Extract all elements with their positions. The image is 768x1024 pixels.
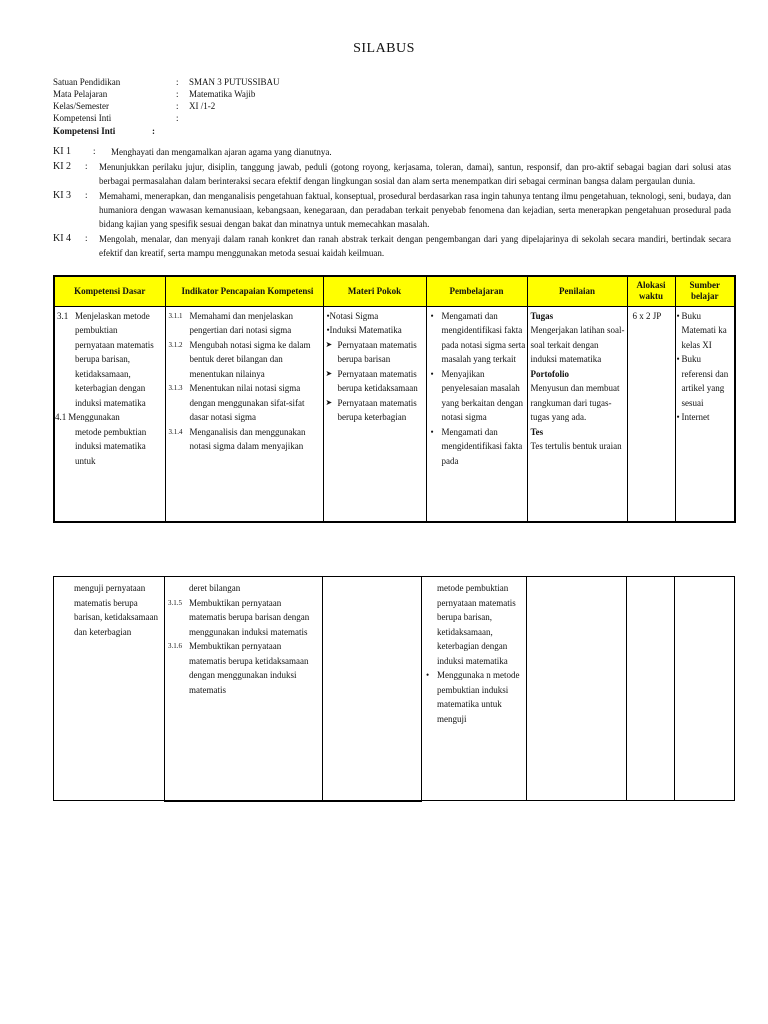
indicator-text: deret bilangan [189,583,241,593]
indicator-text: Menganalisis dan menggunakan notasi sigma dalam menyajikan [189,426,306,451]
info-colon: : [176,89,179,99]
indicator-number: 3.1.1 [168,311,183,320]
ki-heading: Kompetensi Inti [53,126,116,136]
indicator-text: Menentukan nilai notasi sigma dengan menggunakan sifat-sifat dasar notasi sigma [189,383,305,422]
info-colon: : [176,101,179,111]
ki-item [53,145,731,159]
indicator-item [166,381,323,425]
ki-separator: : [85,161,88,171]
header-pembelajaran: Pembelajaran [426,276,527,306]
cell-kompetensi-dasar [54,306,165,522]
info-block [53,76,353,137]
indicator-number: 3.1.3 [168,384,183,392]
kd-text: metode pembuktian induksi matematika untuk [75,426,147,466]
cell-indikator [165,577,323,801]
penilaian-portofolio-text: Menyusun dan membuat rangkuman dari tugas- tugas yang ada. [530,383,620,422]
pembelajaran-continued: metode pembuktian pernyataan matematis berupa barisan, ketidaksamaan, keterbagian dengan induksi matematika [437,583,516,666]
ki-item [53,189,731,231]
ki-text: Menghayati dan mengamalkan ajaran agama yang dianutnya. [111,147,332,157]
kd-text: menguji pernyataan matematis berupa barisan, ketidaksamaan dan keterbagian [74,583,158,637]
indicator-number: 3.1.4 [168,427,183,436]
ki-item [53,232,731,260]
materi-subitem: ➤ Pernyataan matematis berupa ketidaksamaan [324,367,426,396]
kd-text: Menggunakan [68,412,120,422]
indicator-item [165,596,322,640]
indicator-number: 3.1.5 [168,598,182,607]
info-row-class [53,100,353,112]
kd-number: 4.1 [55,412,67,422]
header-sumber-belajar: Sumber belajar [675,276,735,306]
indicator-number: 3.1.2 [168,340,183,349]
info-value: Matematika Wajib [189,89,256,99]
materi-item: • Notasi Sigma [324,309,426,324]
header-alokasi-waktu: Alokasi waktu [627,276,675,306]
sumber-item: • Internet [676,410,735,425]
penilaian-label-portofolio: Portofolio [530,368,569,379]
info-row-ki [53,112,353,124]
indicator-text: Membuktikan pernyataan matematis berupa ketidaksamaan dengan menggunakan induksi matematis [189,641,309,695]
ki-item [53,160,731,188]
sumber-item: • Buku Matemati ka kelas XI [676,309,735,353]
ki-text: Menunjukkan perilaku jujur, disiplin, tanggung jawab, peduli (gotong royong, kerjasama, toleran, damai), santun, responsif, dan pro-aktif sebagai bagian dari solusi atas berbagai permasalahan dalam berinteraksi secara efektif dengan lingkungan sosial dan alam serta menempatkan diri sebagai cerminan bangsa dalam pergaulan dunia. [99,162,731,186]
header-penilaian: Penilaian [527,276,627,306]
ki-code: KI 4 [53,233,72,244]
ki-list [53,145,731,261]
cell-alokasi-waktu [627,577,675,801]
indicator-text: Mengubah notasi sigma ke dalam bentuk deret bilangan dan menentukan nilainya [189,339,311,379]
ki-separator: : [93,146,96,156]
indicator-text: Membuktikan pernyataan matematis berupa barisan dengan menggunakan induksi matematis [189,597,310,637]
syllabus-table-part-1 [53,275,736,523]
cell-kompetensi-dasar [54,577,165,801]
cell-sumber-belajar [675,306,735,522]
penilaian-tes-text: Tes tertulis bentuk uraian [530,441,622,451]
info-value: SMAN 3 PUTUSSIBAU [189,77,280,87]
pembelajaran-item: • Menyajikan penyelesaian masalah yang berkaitan dengan notasi sigma [427,367,527,425]
materi-item: • Induksi Matematika [324,323,426,338]
table-row [54,306,735,522]
cell-penilaian [527,577,627,801]
kd-text: Menjelaskan metode pembuktian pernyataan matematis berupa barisan, ketidaksamaan, keterbagian dengan induksi matematika [75,310,154,408]
indicator-item [165,639,322,697]
pembelajaran-item: • Menggunaka n metode pembuktian induksi matematika untuk menguji [422,668,526,726]
info-value: XI /1-2 [189,101,216,111]
header-materi-pokok: Materi Pokok [323,276,426,306]
cell-indikator [165,306,323,522]
ki-separator: : [85,190,88,200]
penilaian-tugas-text: Mengerjakan latihan soal-soal terkait dengan induksi matematika [530,325,625,364]
info-colon: : [152,126,155,136]
info-colon: : [176,113,179,123]
header-kompetensi-dasar: Kompetensi Dasar [54,276,165,306]
cell-sumber-belajar [675,577,735,801]
info-row-subject [53,88,353,100]
indicator-number: 3.1.6 [168,642,182,650]
indicator-item [166,309,323,338]
ki-text: Mengolah, menalar, dan menyaji dalam ranah konkret dan ranah abstrak terkait dengan pengembangan dari yang dipelajarinya di sekolah secara mandiri, bertindak secara efektif dan kreatif, serta mampu menggunakan metoda sesuai kaidah keilmuan. [99,234,731,258]
ki-code: KI 3 [53,190,72,201]
cell-alokasi-waktu: 6 x 2 JP [627,306,675,522]
page-title: SILABUS [353,41,415,56]
cell-pembelajaran [426,306,527,522]
indicator-text: Memahami dan menjelaskan pengertian dari notasi sigma [189,310,293,335]
info-label: Satuan Pendidikan [53,77,121,87]
penilaian-label-tes: Tes [530,426,544,437]
pembelajaran-item: • Mengamati dan mengidentifikasi fakta pada notasi sigma serta masalah yang terkait [427,309,527,367]
materi-subitem: ➤ Pernyataan matematis berupa keterbagian [324,396,426,425]
info-colon: : [176,77,179,87]
cell-penilaian [527,306,627,522]
ki-heading-row [53,125,353,137]
header-indikator: Indikator Pencapaian Kompetensi [165,276,323,306]
cell-pembelajaran [422,577,527,801]
table-header-row [54,276,735,306]
ki-text: Memahami, menerapkan, dan menganalisis pengetahuan faktual, konseptual, prosedural berdasarkan rasa ingin tahunya tentang ilmu pengetahuan, teknologi, seni, budaya, dan humaniora dengan wawasan kemanusiaan, kebangsaan, kenegaraan, dan peradaban terkait penyebab fenomena dan kejadian, serta menerapkan pengetahuan prosedural pada bidang kajian yang spesifik sesuai dengan bakat dan minatnya untuk memecahkan masalah. [99,191,731,229]
cell-materi-pokok [323,306,426,522]
cell-materi-pokok [323,577,422,801]
pembelajaran-item: • Mengamati dan mengidentifikasi fakta pada [427,425,527,469]
info-row-school [53,76,353,88]
kd-number: 3.1 [57,310,69,321]
info-label: Kelas/Semester [53,101,109,111]
ki-separator: : [85,233,88,243]
indicator-item [166,425,323,454]
sumber-item: • Buku referensi dan artikel yang sesuai [676,352,735,410]
info-label: Kompetensi Inti [53,113,112,123]
ki-code: KI 2 [53,161,72,172]
ki-code: KI 1 [53,146,72,157]
penilaian-label-tugas: Tugas [530,310,554,321]
indicator-item [166,338,323,382]
table-row [54,577,735,801]
info-label: Mata Pelajaran [53,89,108,99]
syllabus-table-part-2 [53,576,735,802]
materi-subitem: ➤ Pernyataan matematis berupa barisan [324,338,426,367]
